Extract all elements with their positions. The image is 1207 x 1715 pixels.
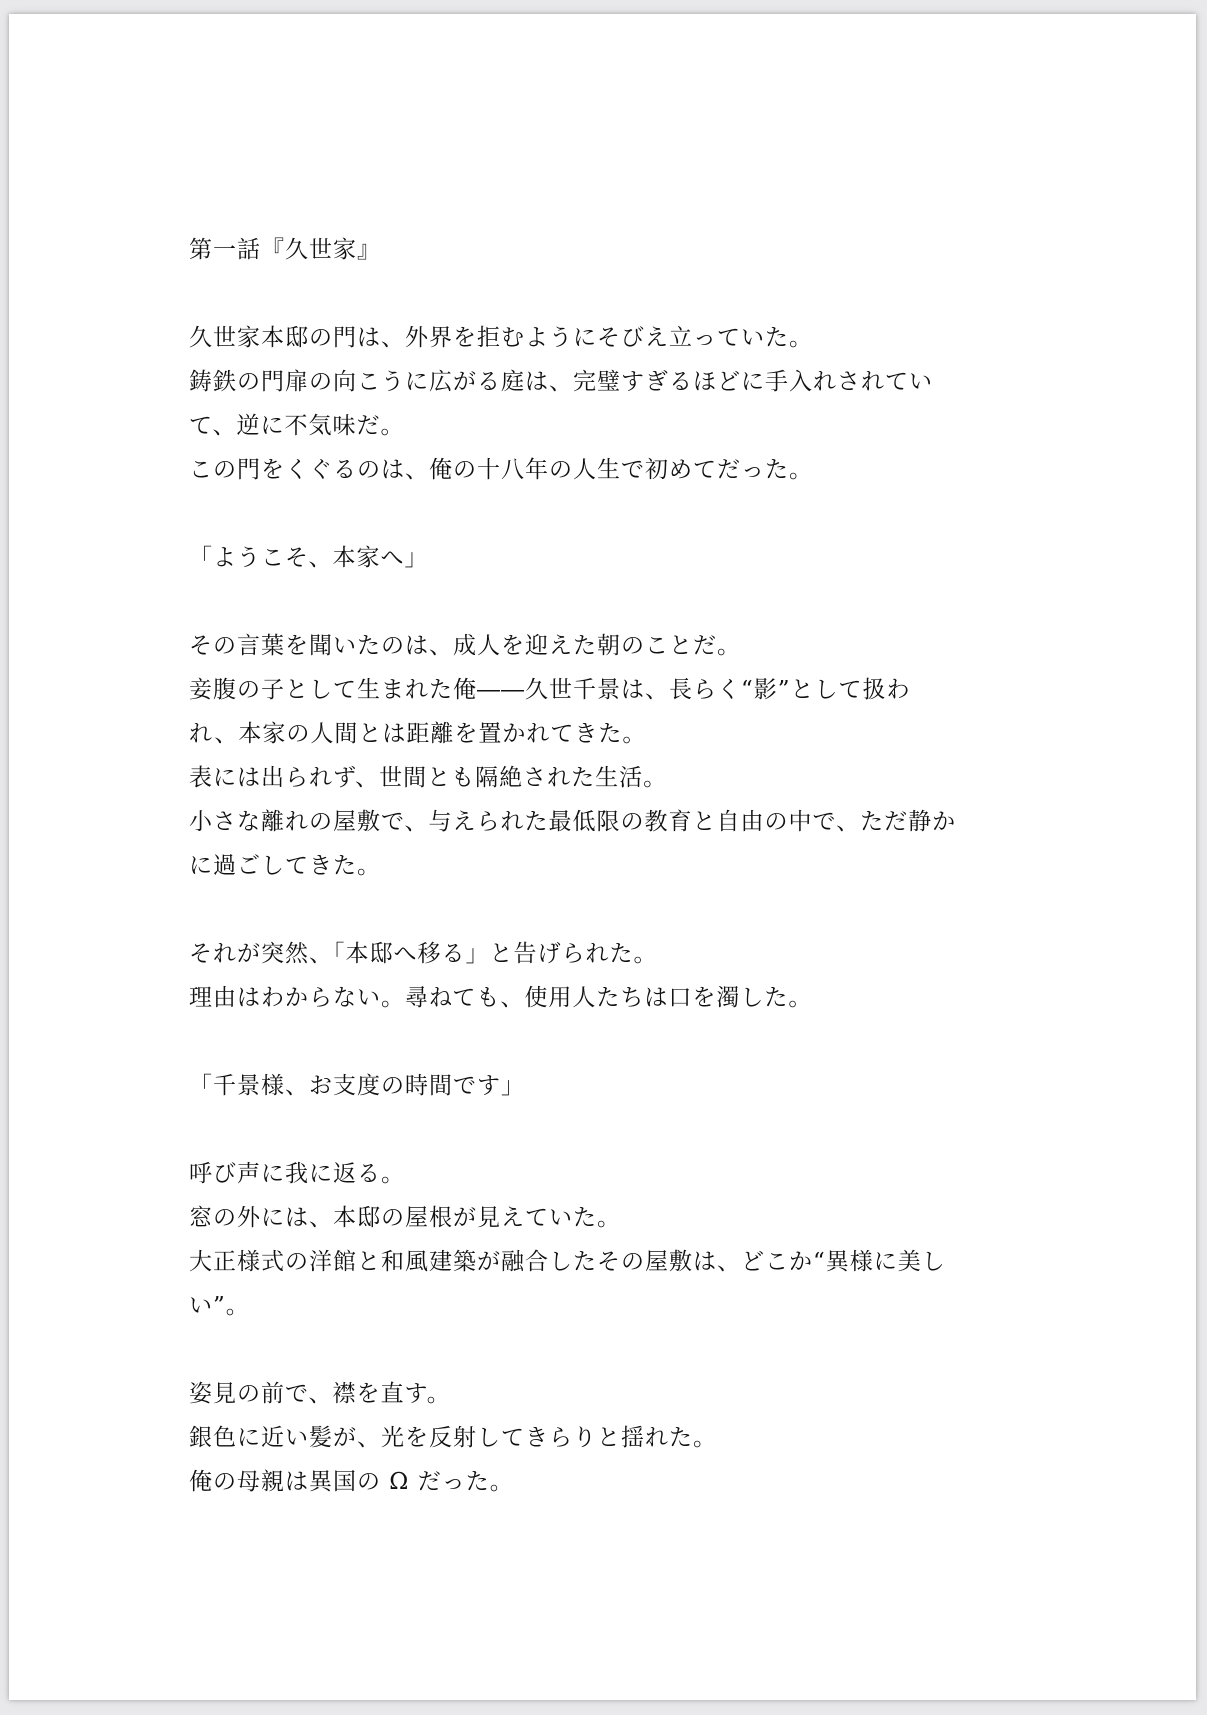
blank-line [189,1328,1049,1372]
paragraph-line: 窓の外には、本邸の屋根が見えていた。 [189,1205,621,1231]
paragraph-line: 久世家本邸の門は、外界を拒むようにそびえ立っていた。 [189,325,813,351]
paragraph-line: 妾腹の子として生まれた俺――久世千景は、長らく“影”として扱わ [189,677,911,703]
paragraph-line: に過ごしてきた。 [189,853,381,879]
paragraph-line: この門をくぐるのは、俺の十八年の人生で初めてだった。 [189,457,813,483]
paragraph-line: 小さな離れの屋敷で、与えられた最低限の教育と自由の中で、ただ静か [189,809,957,835]
paragraph-line: 大正様式の洋館と和風建築が融合したその屋敷は、どこか“異様に美し [189,1249,946,1275]
paragraph-line: 姿見の前で、襟を直す。 [189,1381,451,1407]
paragraph-line: 俺の母親は異国の Ω だった。 [189,1469,514,1495]
blank-line [189,272,1049,316]
paragraph-line: れ、本家の人間とは距離を置かれてきた。 [189,721,647,747]
blank-line [189,1020,1049,1064]
dialogue-line: 「ようこそ、本家へ」 [189,545,429,571]
dialogue-line: 「千景様、お支度の時間です」 [189,1073,525,1099]
paragraph-line: 鋳鉄の門扉の向こうに広がる庭は、完璧すぎるほどに手入れされてい [189,369,933,395]
document-page [9,14,1196,1700]
blank-line [189,888,1049,932]
paragraph-line: 理由はわからない。尋ねても、使用人たちは口を濁した。 [189,985,813,1011]
blank-line [189,580,1049,624]
paragraph-line: 呼び声に我に返る。 [189,1161,405,1187]
chapter-title: 第一話『久世家』 [189,237,381,263]
paragraph-line: い”。 [189,1293,250,1319]
blank-line [189,492,1049,536]
paragraph-line: て、逆に不気味だ。 [189,413,405,439]
paragraph-line: 銀色に近い髪が、光を反射してきらりと揺れた。 [189,1425,717,1451]
blank-line [189,1108,1049,1152]
paragraph-line: その言葉を聞いたのは、成人を迎えた朝のことだ。 [189,633,741,659]
paragraph-line: 表には出られず、世間とも隔絶された生活。 [189,765,668,791]
document-body [189,228,1049,1504]
paragraph-line: それが突然、「本邸へ移る」と告げられた。 [189,941,658,967]
